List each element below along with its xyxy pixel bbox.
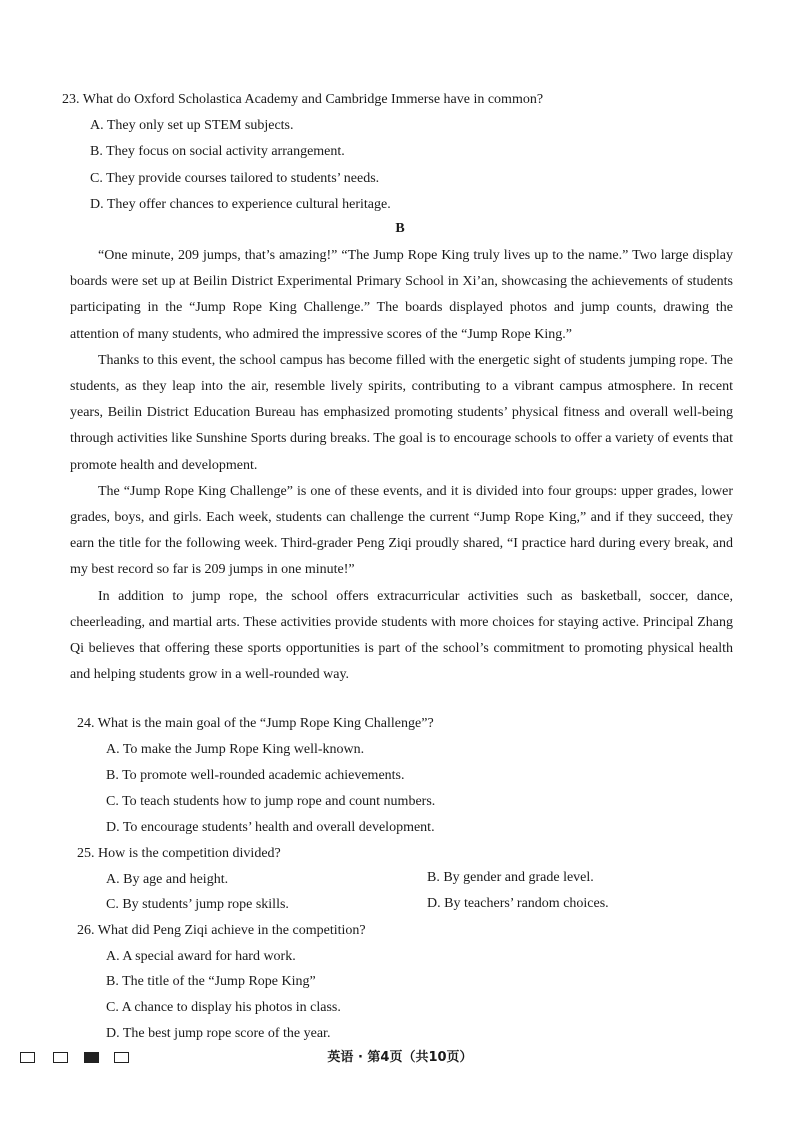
q23-option-b: B. They focus on social activity arrangement.: [90, 144, 345, 159]
passage-paragraph-4: In addition to jump rope, the school offers extracurricular activities such as basketball, soccer, dance, cheerleading, and martial arts. These activities provide students with more choices for staying active. Principal Zhang Qi believes that offering these sports opportunities is part of the school’s commitment to promoting physical health and helping students grow in a well-rounded way.: [70, 588, 733, 683]
q24-option-a: A. To make the Jump Rope King well-known.: [106, 742, 365, 757]
section-label: B: [395, 221, 405, 236]
q25-option-b: B. By gender and grade level.: [427, 870, 594, 885]
q23-option-c: C. They provide courses tailored to students’ needs.: [90, 171, 380, 186]
q25-option-c: C. By students’ jump rope skills.: [106, 897, 289, 912]
q24-option-c: C. To teach students how to jump rope and count numbers.: [106, 794, 436, 809]
q24-option-d: D. To encourage students’ health and overall development.: [106, 820, 435, 835]
q26-option-a: A. A special award for hard work.: [106, 949, 296, 964]
question-26: 26. What did Peng Ziqi achieve in the competition?: [77, 923, 366, 938]
q26-option-d: D. The best jump rope score of the year.: [106, 1026, 331, 1041]
passage-paragraph-2: Thanks to this event, the school campus has become filled with the energetic sight of students jumping rope. The students, as they leap into the air, resemble lively spirits, contributing to a vibrant campus atmosphere. In recent years, Beilin District Education Bureau has emphasized promoting students’ physical fitness and overall well-being through activities like Sunshine Sports during breaks. The goal is to encourage schools to offer a variety of events that promote health and development.: [70, 352, 733, 473]
question-24: 24. What is the main goal of the “Jump Rope King Challenge”?: [77, 716, 434, 731]
q23-option-d: D. They offer chances to experience cultural heritage.: [90, 197, 391, 212]
q26-option-b: B. The title of the “Jump Rope King”: [106, 974, 316, 989]
q25-option-d: D. By teachers’ random choices.: [427, 896, 609, 911]
q26-option-c: C. A chance to display his photos in class.: [106, 1000, 341, 1015]
reading-passage: [70, 243, 733, 688]
q25-option-a: A. By age and height.: [106, 872, 229, 887]
page-footer: 英语 · 第4页（共10页）: [327, 1050, 473, 1065]
passage-paragraph-3: The “Jump Rope King Challenge” is one of these events, and it is divided into four groups: upper grades, lower grades, boys, and girls. Each week, students can challenge the current “Jump Rope King,” and if they succeed, they earn the title for the following week. Third-grader Peng Ziqi proudly shared, “I practice hard during every break, and my best record so far is 209 jumps in one minute!”: [70, 483, 733, 578]
q24-option-b: B. To promote well-rounded academic achievements.: [106, 768, 405, 783]
question-25: 25. How is the competition divided?: [77, 846, 281, 861]
q23-option-a: A. They only set up STEM subjects.: [90, 118, 294, 133]
question-23: 23. What do Oxford Scholastica Academy and Cambridge Immerse have in common?: [62, 92, 544, 107]
passage-paragraph-1: “One minute, 209 jumps, that’s amazing!” “The Jump Rope King truly lives up to the name.” Two large display boards were set up at Beilin District Experimental Primary School in Xi’an, showcasing the achievements of students participating in the “Jump Rope King Challenge.” The boards displayed photos and jump counts, drawing the attention of many students, who admired the impressive scores of the “Jump Rope King.”: [70, 248, 733, 342]
